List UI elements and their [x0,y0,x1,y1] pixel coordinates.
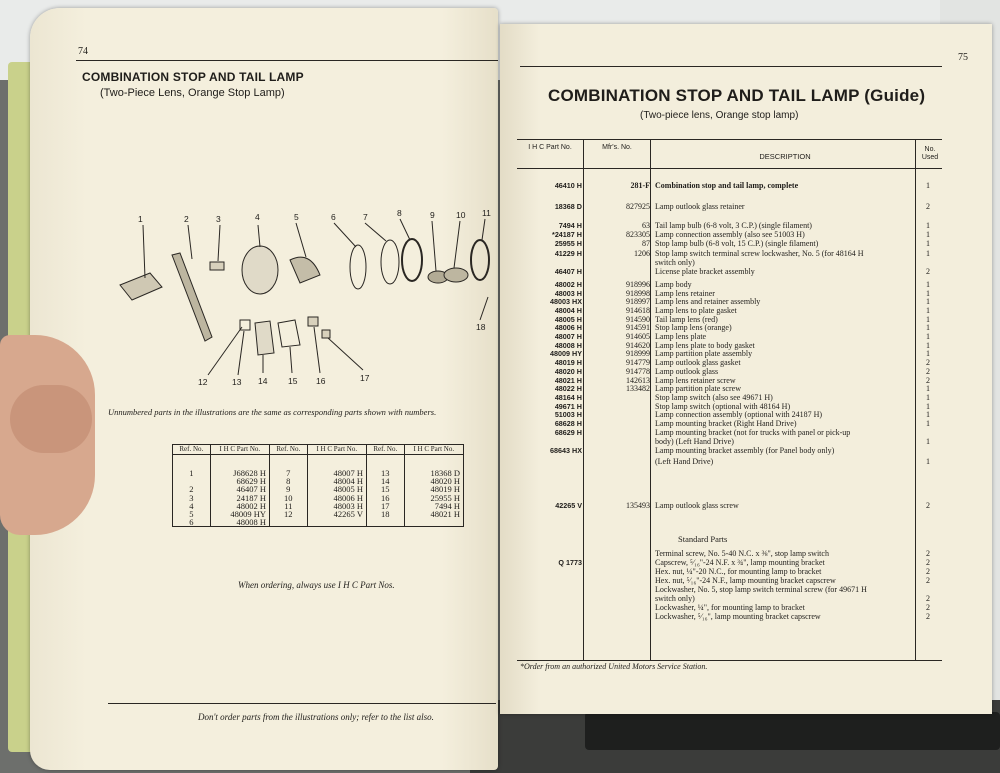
mfr-number-cell: 63 [642,221,650,230]
part-row [520,429,940,437]
table-row [173,494,464,502]
part-17 [322,330,330,338]
ref-header-1: Ref. No. [173,445,211,455]
right-header-rule [520,66,942,67]
quantity-cell: 1 [926,341,930,350]
parts-table-top-rule [517,139,942,140]
mfr-number-cell: 914620 [626,341,650,350]
part-number-cell: 48021 H [554,376,582,385]
part-bracket-2 [172,253,212,341]
mfr-number-cell: 914605 [626,332,650,341]
ref-cell: 6 [173,518,211,527]
description-cell: Stop lamp switch terminal screw lockwasher, No. 5 (for 48164 H [655,250,864,258]
description-cell: Lamp connection assembly (optional with 24187 H) [655,411,823,419]
part-number-cell: 7494 H [558,221,582,230]
ref-cell: 7 [269,469,307,477]
quantity-cell: 2 [926,501,930,510]
part-row [520,259,940,267]
left-page-subtitle: (Two-Piece Lens, Orange Stop Lamp) [100,87,285,99]
part-row [520,281,940,289]
callout-17: 17 [360,373,370,383]
description-cell: Lamp connection assembly (also see 51003 H) [655,231,805,239]
reference-table [172,444,464,527]
quantity-cell: 1 [926,457,930,466]
part-cell: 7494 H [404,502,463,510]
part-5 [290,257,320,283]
description-cell: License plate bracket assembly [655,268,755,276]
part-gasket-6 [350,245,366,289]
table-row [173,510,464,518]
ref-header-2: Ref. No. [269,445,307,455]
mfr-number-cell: 133482 [626,384,650,393]
quantity-cell: 1 [926,297,930,306]
ordering-note: When ordering, always use I H C Part Nos. [238,580,395,590]
callout-2: 2 [184,214,189,224]
part-number-cell: 48003 H [554,289,582,298]
right-page-subtitle: (Two-piece lens, Orange stop lamp) [640,110,799,121]
lamp-parts-illustration [110,205,510,390]
quantity-cell: 1 [926,280,930,289]
part-number-cell: 51003 H [554,410,582,419]
right-page-number: 75 [958,52,968,63]
callout-5: 5 [294,212,299,222]
callout-14: 14 [258,376,268,386]
part-number-cell: 48002 H [554,280,582,289]
part-cell: 42265 V [307,510,366,518]
quantity-cell: 1 [926,419,930,428]
part-cell: 48008 H [210,518,269,527]
part-15 [278,320,300,347]
description-cell: Lamp partition plate assembly [655,350,753,358]
callout-12: 12 [198,377,208,387]
table-row [173,485,464,493]
description-cell: Lamp mounting bracket (not for trucks with panel or pick-up [655,429,851,437]
reference-table-header [173,445,464,455]
ref-cell: 12 [269,510,307,518]
part-number-cell: 48009 HY [550,349,582,358]
description-cell: Lockwasher, No. 5, stop lamp switch terminal screw (for 49671 H [655,586,867,594]
description-cell: Capscrew, ⁵⁄₁₆"-24 N.F. x ¾", lamp mounting bracket [655,559,825,567]
mfr-number-cell: 914590 [626,315,650,324]
callout-6: 6 [331,212,336,222]
mfr-number-cell: 827925 [626,202,650,211]
header-ihc: I H C Part No. [528,144,572,151]
description-cell: Lockwasher, ¼", for mounting lamp to bracket [655,604,805,612]
left-header-rule [76,60,498,61]
part-number-cell: 42265 V [555,501,582,510]
part-number-cell: 48007 H [554,332,582,341]
mfr-number-cell: 914591 [626,323,650,332]
mfr-number-cell: 1206 [634,249,650,258]
part-16 [308,317,318,326]
description-cell: Lamp body [655,281,692,289]
part-row [520,350,940,358]
callout-16: 16 [316,376,326,386]
part-cell: 48007 H [307,469,366,477]
description-cell: Lamp outlook glass gasket [655,359,741,367]
description-cell: Lamp lens to plate gasket [655,307,737,315]
mfr-number-cell: 142613 [626,376,650,385]
callout-18: 18 [476,322,486,332]
mfr-number-cell: 914778 [626,367,650,376]
quantity-cell: 1 [926,384,930,393]
part-bracket-1 [120,273,162,300]
quantity-cell: 1 [926,249,930,258]
table-row [173,477,464,485]
quantity-cell: 1 [926,239,930,248]
desk-rod [585,712,1000,750]
part-10 [444,268,468,282]
part-cell: 48006 H [307,494,366,502]
part-row [520,368,940,376]
part-lamp-body-4 [242,246,278,294]
quantity-cell: 2 [926,594,930,603]
part-cell: J68628 H [210,469,269,477]
description-cell: Hex. nut, ⁵⁄₁₆"-24 N.F., lamp mounting bracket capscrew [655,577,836,585]
part-row [520,420,940,428]
part-row [520,240,940,248]
part-row [520,231,940,239]
quantity-cell: 2 [926,549,930,558]
part-8 [402,239,422,281]
ref-cell: 13 [366,469,404,477]
part-number-cell: 68643 HX [550,446,582,455]
ref-cell: 4 [173,502,211,510]
callout-1: 1 [138,214,143,224]
ref-cell: 3 [173,494,211,502]
part-number-cell: 68628 H [554,419,582,428]
table-row [173,502,464,510]
description-cell: Hex. nut, ¼"-20 N.C., for mounting lamp to bracket [655,568,822,576]
callout-4: 4 [255,212,260,222]
part-row [520,385,940,393]
table-row [173,469,464,477]
quantity-cell: 1 [926,323,930,332]
part-number-cell: 48019 H [554,358,582,367]
part-number-cell: 68629 H [554,428,582,437]
description-cell: Lamp lens and retainer assembly [655,298,761,306]
ref-cell: 11 [269,502,307,510]
part-cell: 48002 H [210,502,269,510]
quantity-cell: 1 [926,306,930,315]
left-footer-rule [108,703,496,704]
part-row [520,559,940,567]
left-footer-note: Don't order parts from the illustrations only; refer to the list also. [198,712,434,722]
callout-8: 8 [397,208,402,218]
part-number-cell: 48164 H [554,393,582,402]
left-page-title: COMBINATION STOP AND TAIL LAMP [82,70,304,84]
part-row [520,577,940,585]
description-cell: Terminal screw, No. 5-40 N.C. x ⅜", stop lamp switch [655,550,829,558]
mfr-number-cell: 281-F [630,181,650,190]
part-number-cell: 18368 D [554,202,582,211]
quantity-cell: 1 [926,221,930,230]
mfr-number-cell: 823305 [626,230,650,239]
parts-table-header-rule [517,168,942,169]
quantity-cell: 2 [926,612,930,621]
part-cell: 48021 H [404,510,463,518]
ref-cell: 5 [173,510,211,518]
part-cell: 18368 D [404,469,463,477]
quantity-cell: 2 [926,376,930,385]
quantity-cell: 1 [926,315,930,324]
ref-cell: 17 [366,502,404,510]
mfr-number-cell: 918998 [626,289,650,298]
part-number-cell: 48022 H [554,384,582,393]
part-row [520,268,940,276]
part-row [520,307,940,315]
description-cell: Stop lamp bulb (6-8 volt, 15 C.P.) (single filament) [655,240,819,248]
mfr-number-cell: 135493 [626,501,650,510]
description-cell: (Left Hand Drive) [655,458,714,466]
part-row [520,411,940,419]
ref-cell: 8 [269,477,307,485]
part-cell: 25955 H [404,494,463,502]
quantity-cell: 1 [926,230,930,239]
quantity-cell: 1 [926,410,930,419]
description-cell: Lamp lens retainer [655,290,715,298]
quantity-cell: 2 [926,202,930,211]
ihc-header-3: I H C Part No. [404,445,463,455]
description-cell: switch only) [655,595,695,603]
part-row [520,182,940,190]
part-cell: 48003 H [307,502,366,510]
description-cell: switch only) [655,259,695,267]
part-number-cell: 48004 H [554,306,582,315]
description-cell: Lamp outlook glass retainer [655,203,745,211]
description-cell: Lamp lens plate to body gasket [655,342,755,350]
part-number-cell: 46410 H [554,181,582,190]
callout-10: 10 [456,210,466,220]
part-number-cell: 49671 H [554,402,582,411]
quantity-cell: 1 [926,332,930,341]
ref-header-3: Ref. No. [366,445,404,455]
description-cell: Lamp mounting bracket (Right Hand Drive) [655,420,797,428]
description-cell: Lamp mounting bracket assembly (for Panel body only) [655,447,835,455]
part-14 [255,321,274,355]
illustration-note: Unnumbered parts in the illustrations are the same as corresponding parts shown with numbers. [108,407,437,417]
ref-cell: 2 [173,485,211,493]
description-cell: Combination stop and tail lamp, complete [655,182,799,190]
description-cell: Tail lamp lens (red) [655,316,718,324]
mfr-number-cell: 918999 [626,349,650,358]
part-row [520,595,940,603]
part-row [520,550,940,558]
description-cell: Lamp outlook glass screw [655,502,739,510]
table-row [173,518,464,527]
description-cell: Lamp lens retainer screw [655,377,736,385]
quantity-cell: 2 [926,358,930,367]
callout-9: 9 [430,210,435,220]
description-cell: Stop lamp lens (orange) [655,324,732,332]
callout-11: 11 [482,208,491,218]
quantity-cell: 1 [926,289,930,298]
part-11 [471,240,489,280]
left-page-number: 74 [78,46,88,57]
standard-parts-label: Standard Parts [678,534,728,544]
part-row [520,568,940,576]
part-cell: 48019 H [404,485,463,493]
ref-cell: 18 [366,510,404,518]
part-row [520,613,940,621]
quantity-cell: 1 [926,349,930,358]
mfr-number-cell: 918997 [626,297,650,306]
ref-cell: 9 [269,485,307,493]
part-row [520,222,940,230]
callout-13: 13 [232,377,242,387]
quantity-cell: 1 [926,402,930,411]
part-cell: 68629 H [210,477,269,485]
quantity-cell: 2 [926,576,930,585]
part-3 [210,262,224,270]
part-row [520,502,940,510]
description-cell: Tail lamp bulb (6-8 volt, 3 C.P.) (single filament) [655,222,812,230]
part-cell: 24187 H [210,494,269,502]
parts-table-bottom-rule [517,660,942,661]
description-cell: Lamp outlook glass [655,368,719,376]
part-cell: 48005 H [307,485,366,493]
quantity-cell: 1 [926,393,930,402]
quantity-cell: 2 [926,603,930,612]
ref-cell: 14 [366,477,404,485]
part-number-cell: 48020 H [554,367,582,376]
quantity-cell: 1 [926,181,930,190]
mfr-number-cell: 918996 [626,280,650,289]
part-7 [381,240,399,284]
ref-cell: 16 [366,494,404,502]
description-cell: Lockwasher, ⁵⁄₁₆", lamp mounting bracket capscrew [655,613,821,621]
part-number-cell: 41229 H [554,249,582,258]
part-number-cell: 48005 H [554,315,582,324]
part-cell: 46407 H [210,485,269,493]
part-row [520,250,940,258]
part-number-cell: 48003 HX [550,297,582,306]
quantity-cell: 2 [926,567,930,576]
part-cell: 48009 HY [210,510,269,518]
callout-3: 3 [216,214,221,224]
quantity-cell: 2 [926,367,930,376]
header-mfr: Mfr's. No. [602,144,632,151]
part-row [520,333,940,341]
part-number-cell: 46407 H [554,267,582,276]
ref-cell: 1 [173,469,211,477]
footnote: *Order from an authorized United Motors Service Station. [520,662,708,671]
part-row [520,394,940,402]
mfr-number-cell: 87 [642,239,650,248]
part-cell: 48004 H [307,477,366,485]
quantity-cell: 2 [926,267,930,276]
mfr-number-cell: 914779 [626,358,650,367]
description-cell: Lamp lens plate [655,333,707,341]
part-row [520,203,940,211]
right-page-title: COMBINATION STOP AND TAIL LAMP (Guide) [548,86,926,105]
part-row [520,324,940,332]
part-cell: 48020 H [404,477,463,485]
ref-cell: 10 [269,494,307,502]
part-row [520,458,940,466]
part-number-cell: 48008 H [554,341,582,350]
part-row [520,586,940,594]
part-row [520,604,940,612]
ihc-header-2: I H C Part No. [307,445,366,455]
description-cell: Lamp partition plate screw [655,385,741,393]
part-number-cell: 25955 H [554,239,582,248]
part-number-cell: 48006 H [554,323,582,332]
part-row [520,359,940,367]
quantity-cell: 1 [926,437,930,446]
part-row [520,447,940,455]
part-number-cell: Q 1773 [558,558,582,567]
part-number-cell: *24187 H [552,230,582,239]
mfr-number-cell: 914618 [626,306,650,315]
description-cell: Stop lamp switch (optional with 48164 H) [655,403,791,411]
part-row [520,298,940,306]
header-used: No. Used [921,146,939,161]
ref-cell: 15 [366,485,404,493]
description-cell: Stop lamp switch (also see 49671 H) [655,394,773,402]
part-row [520,438,940,446]
thumb [10,385,92,453]
ihc-header-1: I H C Part No. [210,445,269,455]
quantity-cell: 2 [926,558,930,567]
description-cell: body) (Left Hand Drive) [655,438,734,446]
callout-7: 7 [363,212,368,222]
callout-15: 15 [288,376,298,386]
header-description: DESCRIPTION [759,152,811,161]
